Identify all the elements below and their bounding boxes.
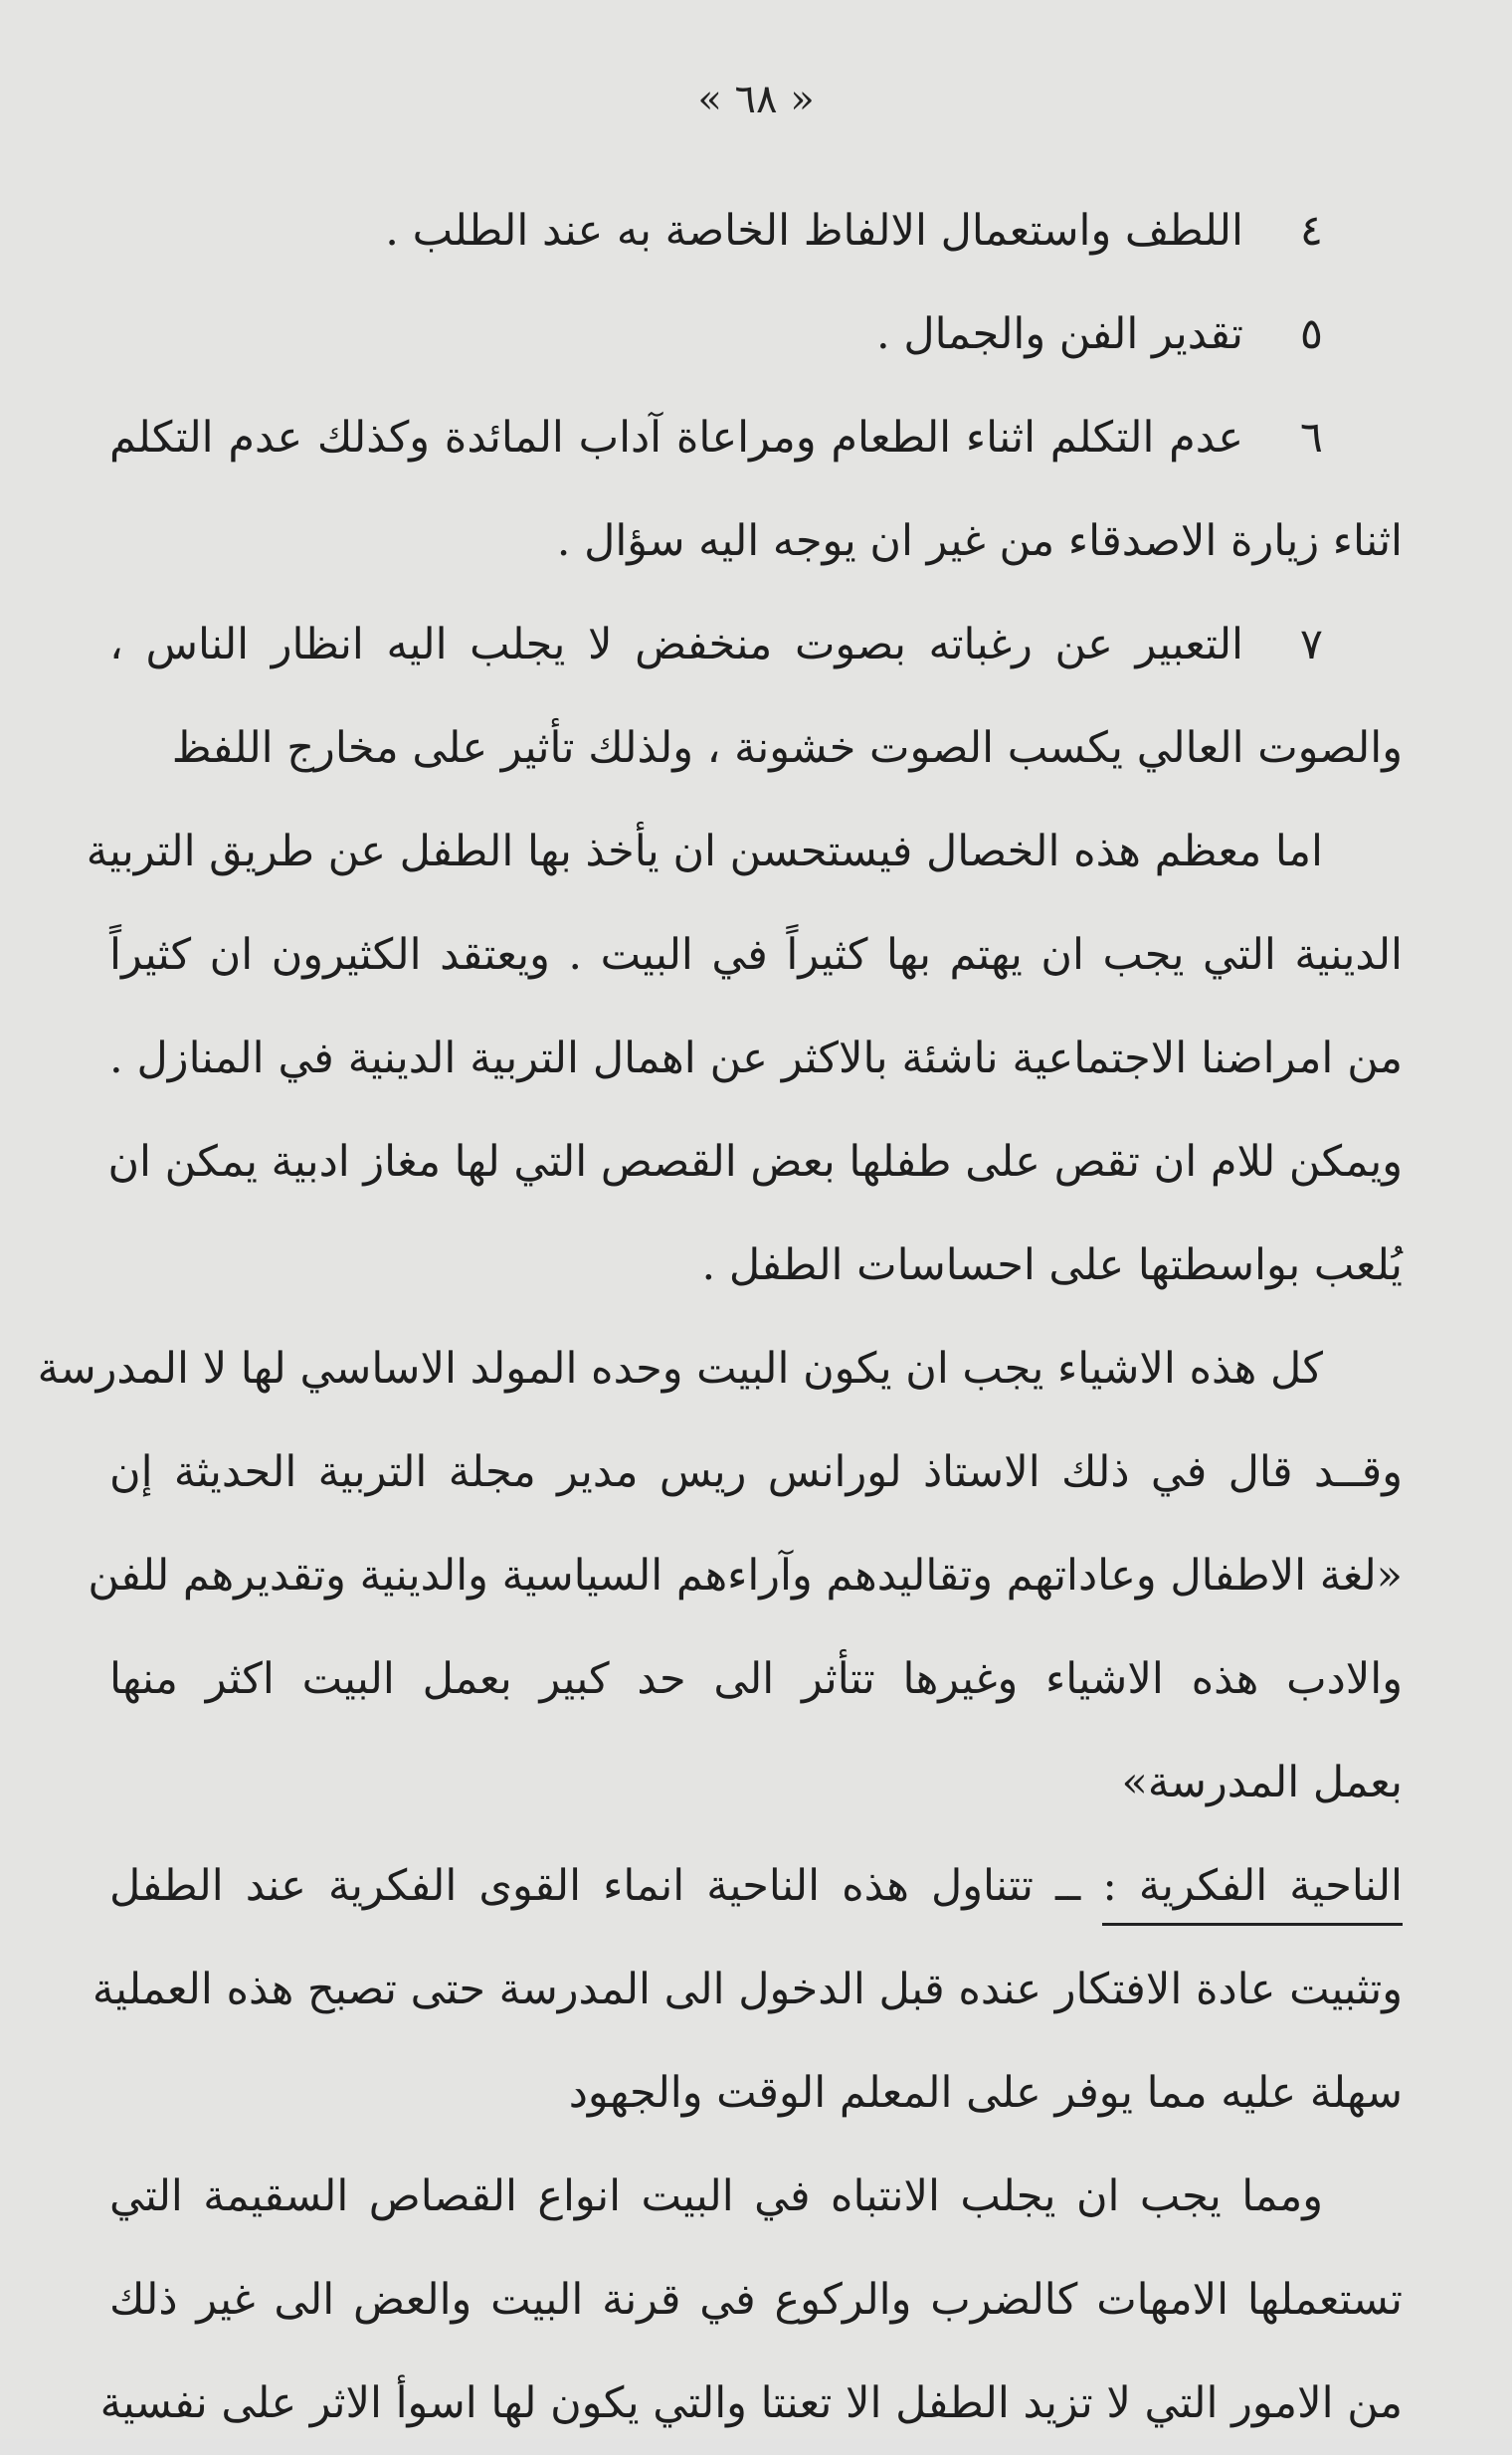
paragraph-3 [92, 1834, 1403, 2145]
list-item-line [109, 593, 1403, 696]
item-number: ٦ [1299, 413, 1323, 463]
paragraph-line: وقــد قال في ذلك الاستاذ لورانس ريس مدير مجلة التربية الحديثة إن [109, 1447, 1403, 1497]
paragraph-1 [86, 800, 1403, 1317]
body-text [37, 179, 1403, 2455]
paragraph-line: كل هذه الاشياء يجب ان يكون البيت وحده المولد الاساسي لها لا المدرسة [37, 1344, 1323, 1394]
list-item-line: والصوت العالي يكسب الصوت خشونة ، ولذلك تأثير على مخارج اللفظ [171, 723, 1403, 773]
paragraph-line: «لغة الاطفال وعاداتهم وتقاليدهم وآراءهم السياسية والدينية وتقديرهم للفن [88, 1551, 1403, 1601]
item-number: ٥ [1299, 309, 1323, 359]
list-item-line [109, 283, 1403, 386]
paragraph-line: الدينية التي يجب ان يهتم بها كثيراً في البيت . ويعتقد الكثيرون ان كثيراً [109, 930, 1403, 980]
list-item-5 [109, 283, 1403, 386]
paragraph-line: سهلة عليه مما يوفر على المعلم الوقت والجهود [568, 2068, 1403, 2118]
paragraph-line: اما معظم هذه الخصال فيستحسن ان يأخذ بها الطفل عن طريق التربية [86, 827, 1323, 876]
paragraph-line: والادب هذه الاشياء وغيرها تتأثر الى حد كبير بعمل البيت اكثر منها [109, 1654, 1403, 1704]
item-text: اللطف واستعمال الالفاظ الخاصة به عند الطلب . [385, 206, 1243, 256]
page-number: « ٦٨ » [697, 77, 815, 122]
paragraph-4 [99, 2145, 1403, 2455]
paragraph-line: يُلعب بواسطتها على احساسات الطفل . [701, 1240, 1403, 1290]
item-text: عدم التكلم اثناء الطعام ومراعاة آداب المائدة وكذلك عدم التكلم [109, 413, 1243, 463]
list-item-line: اثناء زيارة الاصدقاء من غير ان يوجه اليه سؤال . [556, 516, 1403, 566]
list-item-line [109, 179, 1403, 283]
section-heading: الناحية الفكرية : [1102, 1861, 1403, 1926]
paragraph-line: تستعملها الامهات كالضرب والركوع في قرنة البيت والعض الى غير ذلك [109, 2275, 1403, 2325]
item-text: التعبير عن رغباته بصوت منخفض لا يجلب اليه انظار الناس ، [109, 620, 1243, 669]
paragraph-line: ويمكن للام ان تقص على طفلها بعض القصص التي لها مغاز ادبية يمكن ان [107, 1137, 1403, 1187]
paragraph-line: ومما يجب ان يجلب الانتباه في البيت انواع القصاص السقيمة التي [109, 2172, 1323, 2221]
list-item-7 [109, 593, 1403, 800]
item-text: تقدير الفن والجمال . [876, 309, 1243, 359]
paragraph-line: من امراضنا الاجتماعية ناشئة بالاكثر عن اهمال التربية الدينية في المنازل . [109, 1034, 1403, 1083]
heading-continuation: ــ تتناول هذه الناحية انماء القوى الفكرية عند الطفل [109, 1861, 1103, 1911]
paragraph-2 [37, 1317, 1403, 1834]
paragraph-line: من الامور التي لا تزيد الطفل الا تعنتا والتي يكون لها اسوأ الاثر على نفسية [99, 2378, 1403, 2428]
item-number: ٧ [1299, 620, 1323, 669]
paragraph-line: بعمل المدرسة» [1121, 1758, 1403, 1807]
list-item-4 [109, 179, 1403, 283]
list-item-6 [109, 386, 1403, 593]
item-number: ٤ [1299, 206, 1323, 256]
paragraph-line: وتثبيت عادة الافتكار عنده قبل الدخول الى المدرسة حتى تصبح هذه العملية [92, 1965, 1403, 2014]
list-item-line [109, 386, 1403, 489]
paragraph-heading-line [109, 1834, 1403, 1938]
